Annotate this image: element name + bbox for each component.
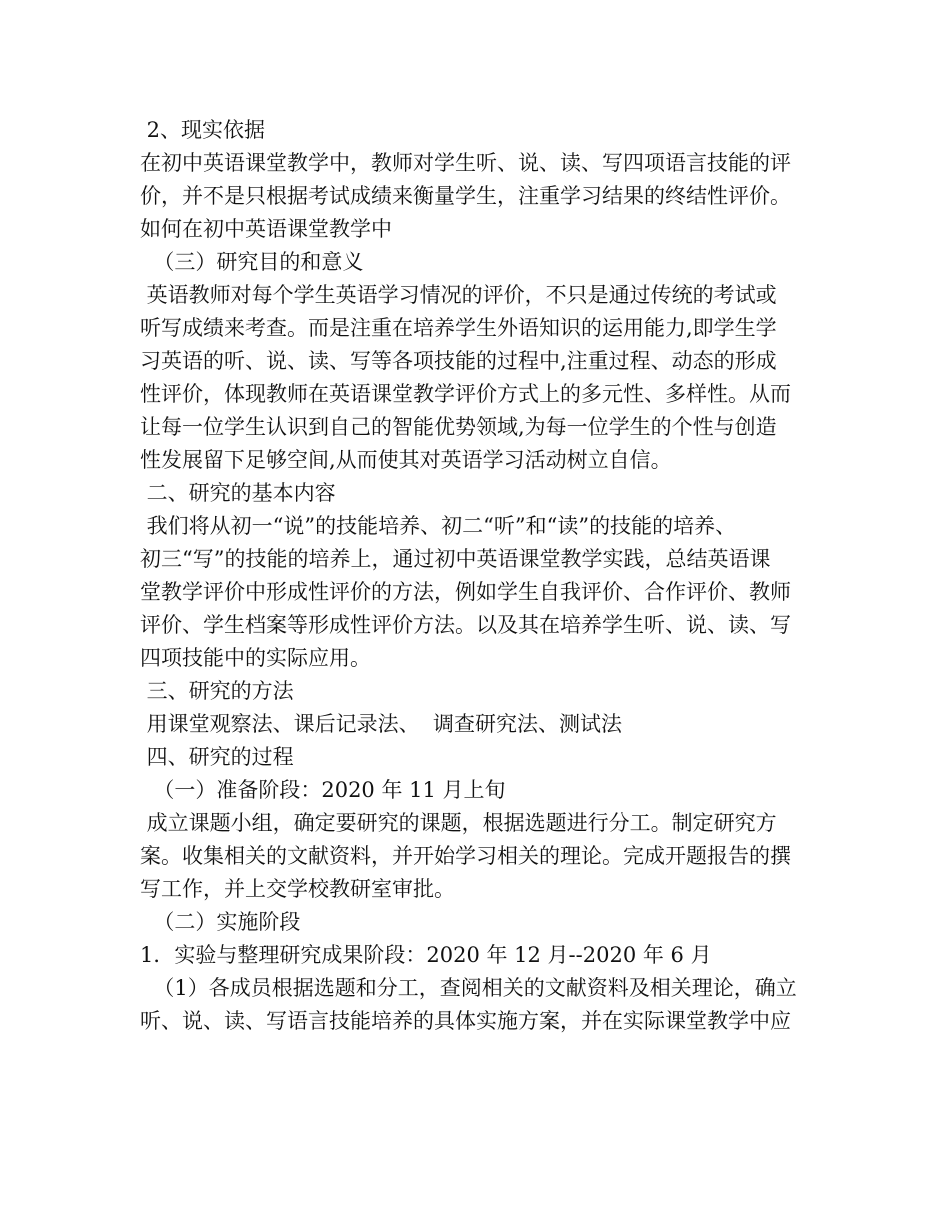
- text-line: 性评价，体现教师在英语课堂教学评价方式上的多元性、多样性。从而: [140, 382, 791, 406]
- section-heading: （三）研究目的和意义: [140, 250, 364, 274]
- text-line: 案。收集相关的文献资料，并开始学习相关的理论。完成开题报告的撰: [140, 844, 791, 868]
- text-line: 评价、学生档案等形成性评价方法。以及其在培养学生听、说、读、写: [140, 613, 791, 637]
- text-line: 习英语的听、说、读、写等各项技能的过程中,注重过程、动态的形成: [140, 349, 777, 373]
- section-heading: （二）实施阶段: [140, 910, 301, 934]
- text-line: 让每一位学生认识到自己的智能优势领域,为每一位学生的个性与创造: [140, 415, 777, 439]
- text-line: 性发展留下足够空间,从而使其对英语学习活动树立自信。: [140, 448, 672, 472]
- text-line: 用课堂观察法、课后记录法、 调查研究法、测试法: [140, 712, 623, 736]
- section-heading: 三、研究的方法: [140, 679, 294, 703]
- text-line: （1）各成员根据选题和分工，查阅相关的文献资料及相关理论，确立: [140, 976, 797, 1000]
- section-heading: 四、研究的过程: [140, 745, 294, 769]
- section-heading: 二、研究的基本内容: [140, 481, 336, 505]
- text-line: 如何在初中英语课堂教学中: [140, 217, 392, 241]
- text-line: 英语教师对每个学生英语学习情况的评价，不只是通过传统的考试或: [140, 283, 777, 307]
- text-line: 写工作，并上交学校教研室审批。: [140, 877, 455, 901]
- text-line: 2、现实依据: [140, 118, 266, 142]
- text-line: 在初中英语课堂教学中，教师对学生听、说、读、写四项语言技能的评: [140, 151, 791, 175]
- text-line: 四项技能中的实际应用。: [140, 646, 371, 670]
- text-line: 成立课题小组，确定要研究的课题，根据选题进行分工。制定研究方: [140, 811, 777, 835]
- text-line: 1．实验与整理研究成果阶段：2020 年 12 月--2020 年 6 月: [140, 943, 712, 967]
- text-line: 听写成绩来考查。而是注重在培养学生外语知识的运用能力,即学生学: [140, 316, 777, 340]
- section-heading: （一）准备阶段：2020 年 11 月上旬: [140, 778, 506, 802]
- document-body: [140, 114, 830, 1038]
- text-line: 价，并不是只根据考试成绩来衡量学生，注重学习结果的终结性评价。: [140, 184, 791, 208]
- text-line: 听、说、读、写语言技能培养的具体实施方案，并在实际课堂教学中应: [140, 1009, 791, 1033]
- text-line: 堂教学评价中形成性评价的方法，例如学生自我评价、合作评价、教师: [140, 580, 791, 604]
- text-line: 初三“写”的技能的培养上，通过初中英语课堂教学实践，总结英语课: [140, 547, 771, 571]
- text-line: 我们将从初一“说”的技能培养、初二“听”和“读”的技能的培养、: [140, 514, 737, 538]
